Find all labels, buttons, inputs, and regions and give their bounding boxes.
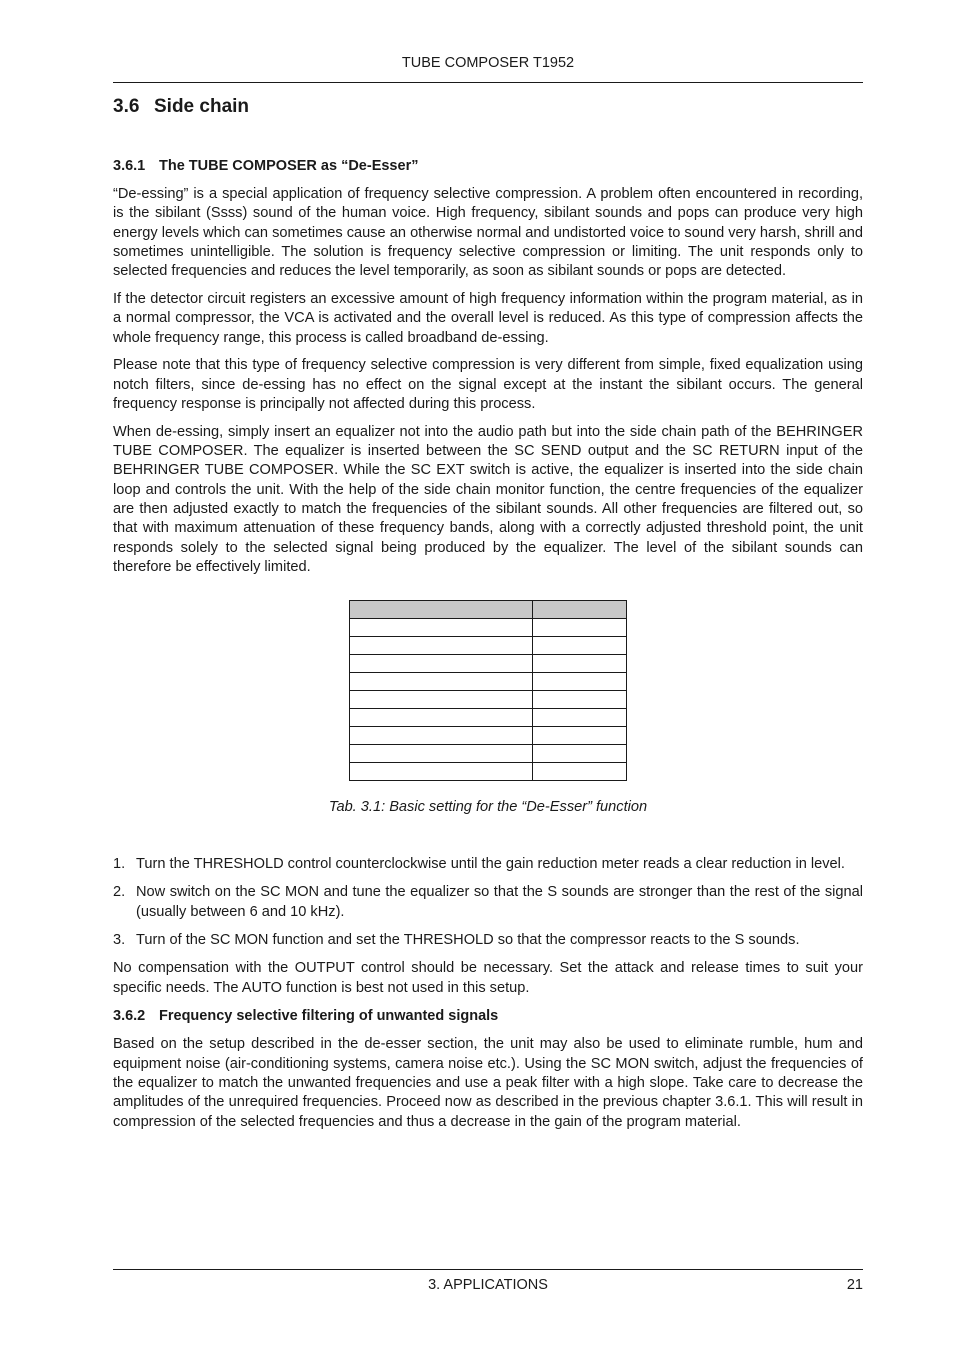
table-cell bbox=[533, 637, 627, 655]
subsection-title-1: The TUBE COMPOSER as “De-Esser” bbox=[159, 158, 419, 174]
table-cell bbox=[350, 637, 533, 655]
list-item bbox=[113, 883, 863, 922]
settings-table-wrapper bbox=[113, 600, 863, 781]
table-row bbox=[350, 673, 627, 691]
paragraph-detector: If the detector circuit registers an excessive amount of high frequency information within the program material, as in a normal compressor, the VCA is activated and the overall level is reduced. As this type of compression affects the whole frequency range, this process is called broadband de-essing. bbox=[113, 290, 863, 346]
table-row bbox=[350, 709, 627, 727]
subsection-number-1: 3.6.1 bbox=[113, 158, 146, 174]
footer-chapter: 3. APPLICATIONS bbox=[428, 1277, 548, 1293]
section-title: Side chain bbox=[154, 96, 250, 117]
de-esser-settings-table bbox=[349, 600, 627, 781]
table-cell bbox=[533, 619, 627, 637]
table-cell bbox=[350, 709, 533, 727]
subsection-number-2: 3.6.2 bbox=[113, 1008, 146, 1025]
paragraph-closing: No compensation with the OUTPUT control should be necessary. Set the attack and release times to suit your specific needs. The AUTO function is best not used in this setup. bbox=[113, 960, 863, 996]
section-number: 3.6 bbox=[113, 96, 140, 117]
table-row bbox=[350, 745, 627, 763]
paragraph-note: Please note that this type of frequency selective compression is very different from simple, fixed equalization using notch filters, since de-essing has no effect on the signal except at the instant the sibilant occurs. The general frequency response is principally not affected during this process. bbox=[113, 357, 863, 412]
table-cell bbox=[533, 745, 627, 763]
table-cell bbox=[350, 727, 533, 745]
table-cell bbox=[350, 763, 533, 781]
table-row bbox=[350, 727, 627, 745]
table-cell bbox=[533, 709, 627, 727]
table-cell bbox=[533, 691, 627, 709]
header-rule bbox=[113, 82, 863, 83]
table-cell bbox=[350, 655, 533, 673]
table-cell bbox=[533, 727, 627, 745]
table-cell bbox=[350, 673, 533, 691]
table-row bbox=[350, 763, 627, 781]
list-item bbox=[113, 855, 863, 874]
section-heading bbox=[113, 94, 863, 120]
table-row bbox=[350, 691, 627, 709]
subsection-title-2: Frequency selective filtering of unwanted signals bbox=[159, 1008, 499, 1025]
step-number: 2. bbox=[113, 884, 126, 901]
table-row bbox=[350, 619, 627, 637]
subsection-heading-2 bbox=[113, 1006, 863, 1026]
steps-list bbox=[113, 855, 863, 950]
table-cell bbox=[533, 601, 627, 619]
footer-rule bbox=[113, 1269, 863, 1270]
page-number: 21 bbox=[846, 1277, 863, 1293]
paragraph-equalizer-insert: When de-essing, simply insert an equalizer not into the audio path but into the side chain path of the BEHRINGER TUBE COMPOSER. The equalizer is inserted between the SC SEND output and the SC RETURN input of the BEHRINGER TUBE COMPOSER. While the SC EXT switch is active, the equalizer is inserted into the side chain loop and controls the unit. With the help of the side chain monitor function, the centre frequencies of the equalizer are then adjusted exactly to match the frequencies of the sibilant sounds. All other frequencies are filtered out, so that with maximum attenuation of these frequency bands, along with a correctly adjusted threshold point, the unit responds solely to the selected signal being produced by the equalizer. The level of the sibilant sounds can therefore be effectively limited. bbox=[113, 423, 863, 575]
step-number: 3. bbox=[113, 932, 126, 949]
table-cell bbox=[350, 745, 533, 763]
running-header: TUBE COMPOSER T1952 bbox=[401, 55, 575, 71]
subsection-heading-1 bbox=[113, 156, 863, 176]
table-caption: Tab. 3.1: Basic setting for the “De-Esser” function bbox=[328, 799, 648, 816]
paragraph-filtering: Based on the setup described in the de-esser section, the unit may also be used to eliminate rumble, hum and equipment noise (air-conditioning systems, camera noise etc.). Using the SC MON switch, adjust the frequencies of the equalizer to match the unwanted frequencies and use a peak filter with a high slope. Take care to decrease the amplitudes of the unrequired frequencies. Proceed now as described in the previous chapter 3.6.1. This will result in compression of the selected frequencies and thus a decrease in the gain of the program material. bbox=[113, 1036, 863, 1130]
table-row bbox=[350, 637, 627, 655]
list-item bbox=[113, 931, 863, 950]
table-cell bbox=[533, 655, 627, 673]
table-cell bbox=[350, 619, 533, 637]
table-header-row bbox=[350, 601, 627, 619]
paragraph-de-essing-intro: “De-essing” is a special application of frequency selective compression. A problem often encountered in recording, is the sibilant (Ssss) sound of the human voice. High frequency, sibilant sounds and pops can produce very high energy levels which can sometimes cause an otherwise normal and undistorted voice to sound very harsh, shrill and sometimes unintelligible. The solution is frequency selective compression or limiting. The unit responds only to selected frequencies and reduces the level temporarily, as soon as sibilant sounds or pops are detected. bbox=[113, 186, 863, 280]
step-number: 1. bbox=[113, 856, 126, 873]
step-text: Turn the THRESHOLD control counterclockwise until the gain reduction meter reads a clear reduction in level. bbox=[136, 856, 845, 873]
step-text: Now switch on the SC MON and tune the equalizer so that the S sounds are stronger than the rest of the signal (usually between 6 and 10 kHz). bbox=[136, 884, 863, 920]
page-body bbox=[113, 94, 863, 1140]
table-cell bbox=[350, 601, 533, 619]
table-cell bbox=[350, 691, 533, 709]
table-cell bbox=[533, 763, 627, 781]
table-cell bbox=[533, 673, 627, 691]
step-text: Turn of the SC MON function and set the THRESHOLD so that the compressor reacts to the S sounds. bbox=[136, 932, 800, 949]
table-row bbox=[350, 655, 627, 673]
